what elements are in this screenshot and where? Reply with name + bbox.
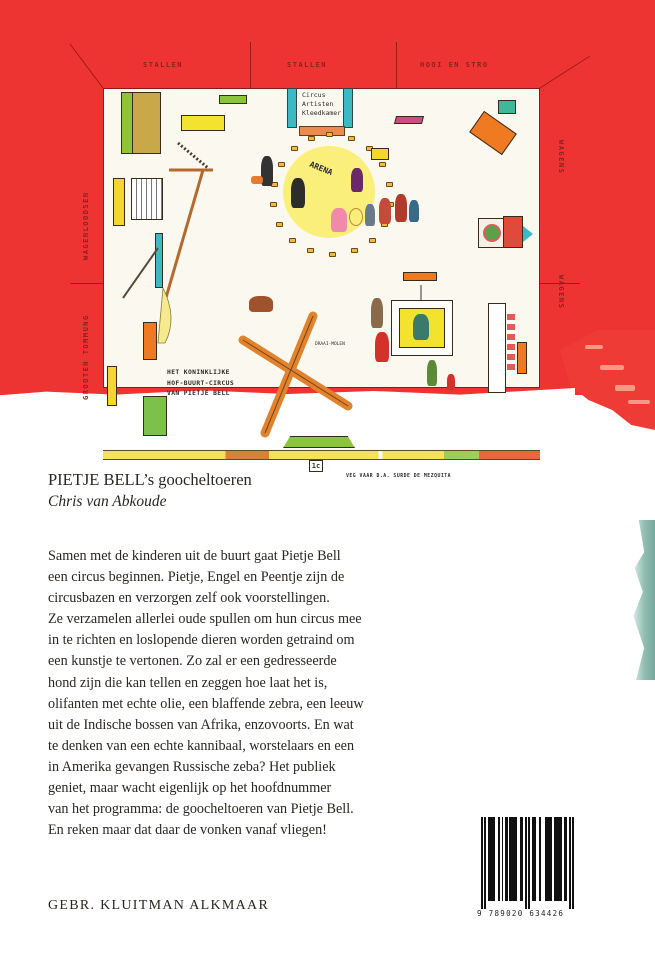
snack-stand — [488, 303, 506, 393]
arena-seat — [291, 146, 298, 151]
teal-brushstroke — [628, 520, 655, 680]
arena-seat — [348, 136, 355, 141]
blurb-line: En reken maar dat daar de vonken vanaf vliegen! — [48, 822, 327, 839]
top-label-stallen-1: STALLEN — [143, 61, 184, 69]
crowd-figure — [379, 198, 391, 224]
book-title: PIETJE BELL’s goocheltoeren — [48, 470, 252, 489]
blurb-line: olifanten met echte olie, een blaffende zebra, een leeuw — [48, 695, 364, 712]
street-label: VEG VAAR D.A. SURDE DE MEZQUITA — [346, 474, 452, 479]
circus-illustration — [103, 88, 540, 483]
child-figure — [447, 374, 455, 390]
red-paint-splash — [560, 330, 655, 430]
publisher-name: GEBR. KLUITMAN ALKMAAR — [48, 898, 270, 913]
isbn-barcode — [477, 817, 603, 918]
blurb-line: in te richten en loslopende dieren worden getraind om — [48, 632, 355, 649]
ringmaster-figure — [291, 178, 305, 208]
left-label-tommung: GROOTEN TOMMUNG — [82, 314, 90, 400]
suitcase — [251, 176, 263, 184]
teal-stand — [498, 100, 516, 114]
booth-target — [483, 224, 501, 242]
teal-column-right — [343, 88, 353, 128]
blurb-line: te denken van een echte kannibaal, worstelaars en een — [48, 737, 355, 754]
arena-seat — [386, 182, 393, 187]
blurb-line: een kunstje te vertonen. Zo zal er een gedresseerde — [48, 653, 337, 670]
plan-divider — [70, 283, 103, 284]
blurb-line: hond zijn die kan tellen en zeggen hoe laat het is, — [48, 674, 328, 691]
booth-figure — [413, 314, 429, 340]
left-label-wagenloodsen: WAGENLOODSEN — [82, 191, 90, 260]
arena-label: ARENA — [308, 159, 334, 178]
barcode-bars — [481, 817, 599, 909]
teal-column-left — [287, 88, 297, 128]
hoop — [349, 208, 363, 226]
book-author: Chris van Abkoude — [48, 493, 167, 510]
arena-seat — [329, 252, 336, 257]
blurb-line: Ze verzamelen allerlei oude spullen om hun circus mee — [48, 611, 362, 628]
dressing-room-sign: Circus Artisten Kleedkamer — [302, 91, 342, 117]
performer-figure — [351, 168, 363, 192]
blurb-line: uit de Indische bossen van Afrika, enzovoorts. En wat — [48, 716, 354, 733]
blurb-line: geniet, maar wacht eigenlijk op het hoofdnummer — [48, 780, 332, 797]
arena-seat — [379, 162, 386, 167]
crowd-figure — [395, 194, 407, 222]
arena-seat — [326, 132, 333, 137]
right-label-wagens-2: WAGENS — [557, 275, 565, 310]
dog-figure — [249, 296, 273, 312]
top-label-hooi-en-stro: HOOI EN STRO — [420, 61, 489, 69]
red-booth — [503, 216, 523, 248]
arena-seat — [270, 202, 277, 207]
visitor-figure — [371, 298, 383, 328]
snack-stand-awning — [507, 314, 515, 374]
paint-speck — [600, 365, 624, 370]
circus-name-label: HET KONINKLIJKE HOF-BUURT-CIRCUS VAN PIETJE BELL — [167, 369, 235, 398]
orange-sign — [517, 342, 527, 374]
arena-seat — [369, 238, 376, 243]
book-blurb — [48, 546, 488, 841]
arena-seat — [276, 222, 283, 227]
blurb-line: een circus beginnen. Pietje, Engel en Peentje zijn de — [48, 569, 345, 586]
arena-seat — [278, 162, 285, 167]
paint-speck — [585, 345, 603, 349]
sign-kassa — [403, 272, 437, 281]
sign-dog-show — [181, 115, 225, 131]
paint-speck — [615, 385, 635, 391]
barcode-number: 9 789020 634426 — [477, 909, 565, 918]
yellow-sign — [371, 148, 389, 160]
entrance-pavilion — [283, 436, 355, 448]
visitor-figure — [427, 360, 437, 386]
pink-sign — [394, 116, 424, 124]
ticket-booth: 1c — [309, 460, 323, 472]
arena-seat — [351, 248, 358, 253]
arena-seat — [289, 238, 296, 243]
sign-green — [219, 95, 247, 104]
arena-seat — [308, 136, 315, 141]
crowd-figure — [409, 200, 419, 222]
teal-flag — [523, 226, 533, 242]
blurb-line: Samen met de kinderen uit de buurt gaat Pietje Bell — [48, 548, 341, 564]
clown-figure — [331, 208, 347, 232]
right-label-wagens-1: WAGENS — [557, 140, 565, 175]
blurb-line: in Amerika gevangen Russische zeba? Het publiek — [48, 758, 336, 775]
top-label-stallen-2: STALLEN — [287, 61, 328, 69]
blurb-line: circusbazen en verzorgen zelf ook voorstellingen. — [48, 590, 330, 607]
blurb-line: van het programma: de goocheltoeren van Pietje Bell. — [48, 801, 354, 818]
fence — [103, 450, 540, 460]
crowd-figure — [365, 204, 375, 226]
carousel-label: DRAAI-MOLEN — [315, 342, 345, 347]
paint-speck — [628, 400, 650, 404]
visitor-figure — [375, 332, 389, 362]
arena-seat — [307, 248, 314, 253]
